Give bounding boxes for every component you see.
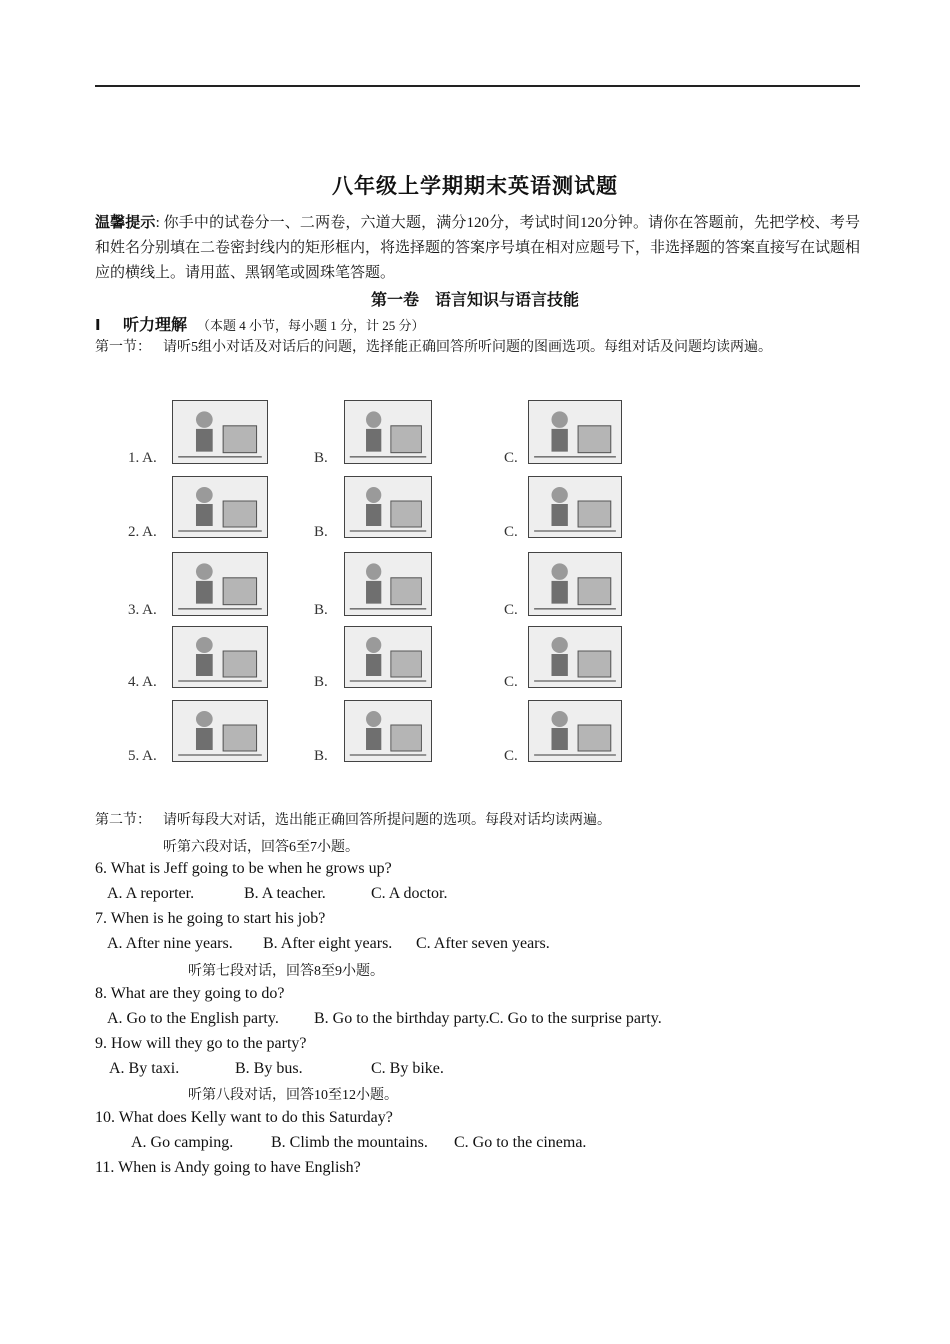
boy-walking-picture [344, 476, 432, 538]
q8-option-c: C. Go to the surprise party. [489, 1010, 662, 1027]
q9-option-c: C. By bike. [371, 1060, 444, 1077]
q5-label-a: 5. A. [128, 748, 157, 764]
q10-stem: 10. What does Kelly want to do this Saturday? [95, 1109, 393, 1126]
girl-playing-piano-picture [344, 400, 432, 464]
dialog6-note: 听第六段对话，回答6至7小题。 [163, 840, 359, 855]
reporter-picture [172, 626, 268, 688]
q4-label-c: C. [504, 674, 518, 690]
section-note: （本题 4 小节，每小题 1 分，计 25 分） [197, 318, 425, 333]
q9-options [109, 1060, 444, 1078]
page-title: 八年级上学期期末英语测试题 [332, 174, 618, 198]
q1-label-a: 1. A. [128, 450, 157, 466]
q3-label-a: 3. A. [128, 602, 157, 618]
part2-instruction [95, 808, 860, 833]
q7-stem: 7. When is he going to start his job? [95, 910, 326, 927]
q6-options [107, 885, 447, 903]
q10-option-a: A. Go camping. [131, 1134, 234, 1151]
q7-option-b: B. After eight years. [263, 935, 393, 952]
q10-option-c: C. Go to the cinema. [454, 1134, 587, 1151]
part1-head: 第一节： [95, 340, 151, 355]
boy-riding-bike-picture [172, 476, 268, 538]
q8-option-a: A. Go to the English party. [107, 1010, 279, 1027]
doctor-picture [528, 626, 622, 688]
q1-label-c: C. [504, 450, 518, 466]
bread-picture [344, 700, 432, 762]
television-picture [172, 552, 268, 616]
girl-writing-picture [172, 400, 268, 464]
part1-text: 请听5组小对话及对话后的问题，选择能正确回答所听问题的图画选项。每组对话及问题均读两遍。 [163, 340, 772, 355]
q11-stem: 11. When is Andy going to have English? [95, 1159, 361, 1176]
header-rule [95, 85, 860, 87]
teacher-picture [344, 626, 432, 688]
q3-label-c: C. [504, 602, 518, 618]
notice-text: : 你手中的试卷分一、二两卷，六道大题，满分120分，考试时间120分钟。请你在答题前，先把学校、考号和姓名分别填在二卷密封线内的矩形框内，将选择题的答案序号填在相对应题号下，非选择题的答案直接写在试题相应的横线上。请用蓝、黑钢笔或圆珠笔答题。 [95, 215, 861, 281]
q8-stem: 8. What are they going to do? [95, 985, 285, 1002]
person-watching-tv-picture [528, 400, 622, 464]
q7-option-a: A. After nine years. [107, 935, 233, 952]
q2-label-a: 2. A. [128, 524, 157, 540]
part2-text: 请听每段大对话，选出能正确回答所提问题的选项。每段对话均读两遍。 [163, 813, 611, 828]
q10-options [131, 1134, 586, 1152]
q8-option-b: B. Go to the birthday party. [314, 1010, 490, 1027]
q3-label-b: B. [314, 602, 328, 618]
q6-option-a: A. A reporter. [107, 885, 195, 902]
q9-option-a: A. By taxi. [109, 1060, 180, 1077]
dialog8-note: 听第八段对话，回答10至12小题。 [188, 1088, 398, 1103]
q10-option-b: B. Climb the mountains. [271, 1134, 428, 1151]
q6-option-b: B. A teacher. [244, 885, 326, 902]
boy-by-bus-picture [528, 476, 622, 538]
section-heading [95, 312, 425, 335]
q1-label-b: B. [314, 450, 328, 466]
q2-label-b: B. [314, 524, 328, 540]
computer-picture [344, 552, 432, 616]
q6-option-c: C. A doctor. [371, 885, 448, 902]
part2-head: 第二节： [95, 813, 151, 828]
notice [95, 210, 860, 286]
section-name: 听力理解 [123, 315, 188, 334]
q7-option-c: C. After seven years. [416, 935, 550, 952]
section-number: Ⅰ [95, 316, 101, 334]
q5-label-b: B. [314, 748, 328, 764]
cinema-picture [528, 552, 622, 616]
rice-bowl-picture [172, 700, 268, 762]
q6-stem: 6. What is Jeff going to be when he grows up? [95, 860, 392, 877]
q9-option-b: B. By bus. [235, 1060, 303, 1077]
volume-title: 第一卷 语言知识与语言技能 [370, 290, 579, 309]
q8-options [107, 1010, 662, 1028]
q9-stem: 9. How will they go to the party? [95, 1035, 307, 1052]
dialog7-note: 听第七段对话，回答8至9小题。 [188, 964, 384, 979]
q2-label-c: C. [504, 524, 518, 540]
part1-instruction [95, 335, 860, 360]
q7-options [107, 935, 550, 953]
notice-label: 温馨提示 [95, 213, 156, 231]
q4-label-b: B. [314, 674, 328, 690]
q5-label-c: C. [504, 748, 518, 764]
hamburger-picture [528, 700, 622, 762]
q4-label-a: 4. A. [128, 674, 157, 690]
